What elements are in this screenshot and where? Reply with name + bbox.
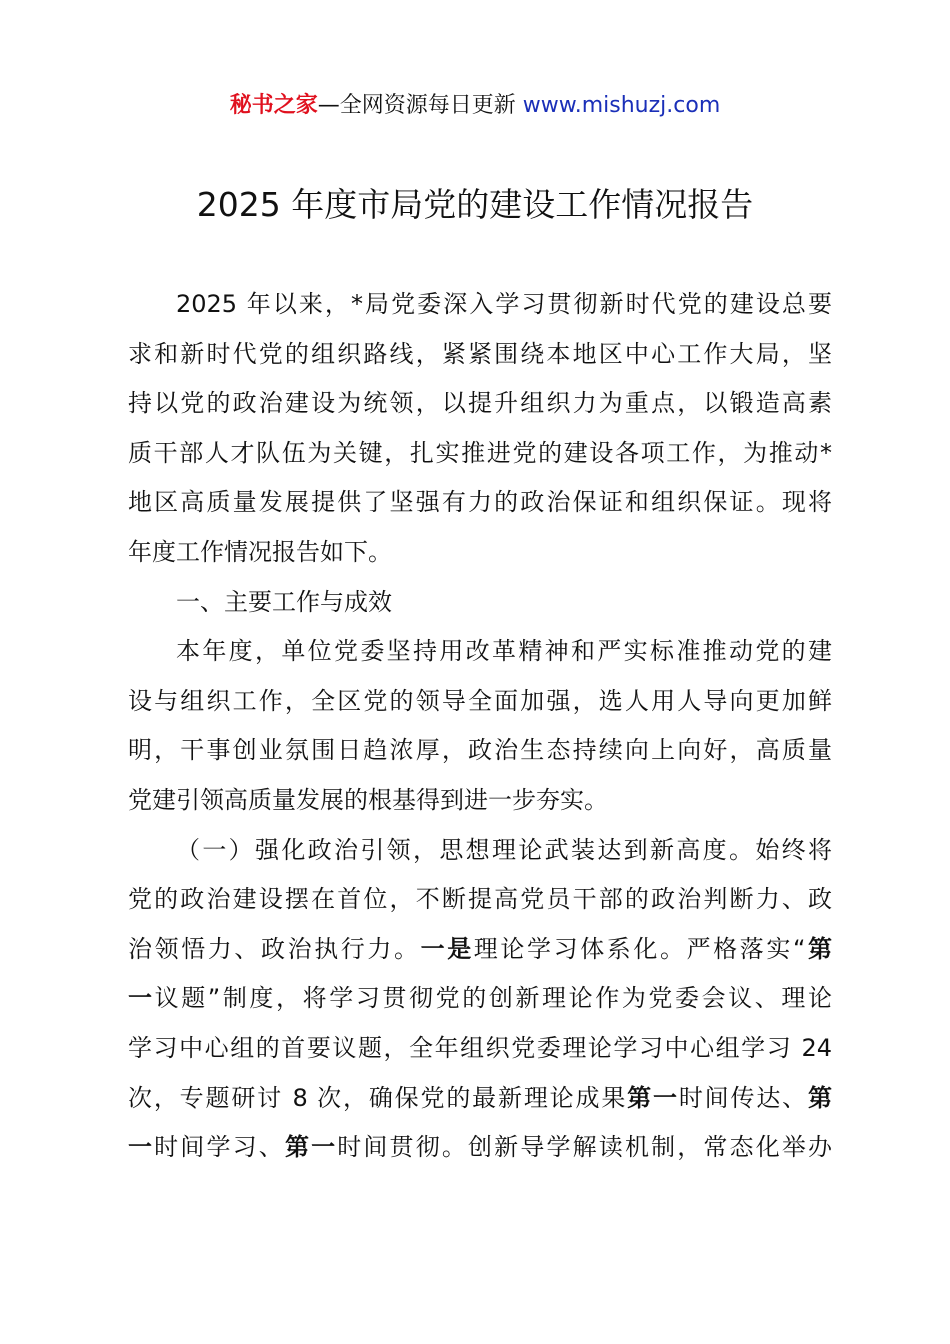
paragraph-line: 学习中心组的首要议题，全年组织党委理论学习中心组学习 24 [128,1033,832,1062]
site-header [0,86,950,126]
paragraph-line: 持以党的政治建设为统领，以提升组织力为重点，以锻造高素 [128,389,832,418]
paragraph-line: 2025 年以来，*局党委深入学习贯彻新时代党的建设总要 [176,290,832,318]
paragraph-line [128,1074,832,1124]
text-run: 时间贯彻。创新导学解读机制，常态化举办 [337,1133,832,1162]
section-intro-paragraph [128,627,832,825]
subsection-heading-line: （一）强化政治引领，思想理论武装达到新高度。始终将 [176,835,832,864]
site-url-link[interactable]: www.mishuzj.com [522,93,721,118]
header-tagline: —全网资源每日更新 [317,93,516,118]
paragraph-line: 明，干事创业氛围日趋浓厚，政治生态持续向上向好，高质量 [128,736,832,765]
subsection-paragraph [128,826,832,1173]
text-run: 议题”制度，将学习贯彻党的创新理论作为党委会议、理论 [154,984,832,1013]
paragraph-line: 党建引领高质量发展的根基得到进一步夯实。 [128,785,608,814]
section-heading: 一、主要工作与成效 [176,587,392,616]
bold-run: 第一 [284,1133,338,1162]
document-body [128,280,832,1173]
paragraph-line: 本年度，单位党委坚持用改革精神和严实标准推动党的建 [176,637,832,666]
paragraph-line: 求和新时代党的组织路线，紧紧围绕本地区中心工作大局，坚 [128,339,832,368]
bold-run: 一 [128,984,155,1013]
paragraph-line [128,925,832,975]
document-title: 2025 年度市局党的建设工作情况报告 [196,185,754,224]
paragraph-line: 党的政治建设摆在首位，不断提高党员干部的政治判断力、政 [128,885,832,914]
bold-run: 第一 [627,1083,679,1112]
paragraph-line: 地区高质量发展提供了坚强有力的政治保证和组织保证。现将 [128,488,832,517]
paragraph-line [128,974,832,1024]
bold-run: 一是 [420,934,474,963]
text-run: 时间学习、 [154,1133,285,1162]
intro-paragraph [128,280,832,578]
paragraph-line: 质干部人才队伍为关键，扎实推进党的建设各项工作，为推动* [128,438,832,467]
paragraph-line: 年度工作情况报告如下。 [128,537,392,566]
bold-run: 第 [805,934,832,963]
text-run: 时间传达、 [678,1083,809,1112]
bold-run: 第 [808,1083,832,1112]
text-run: 治领悟力、政治执行力。 [128,934,421,963]
paragraph-line [128,1123,832,1173]
text-run: 次，专题研讨 8 次，确保党的最新理论成果 [128,1083,628,1112]
brand-name: 秘书之家 [229,93,318,118]
paragraph-line: 设与组织工作，全区党的领导全面加强，选人用人导向更加鲜 [128,686,832,715]
text-run: 理论学习体系化。严格落实“ [473,934,806,963]
bold-run: 一 [128,1133,155,1162]
